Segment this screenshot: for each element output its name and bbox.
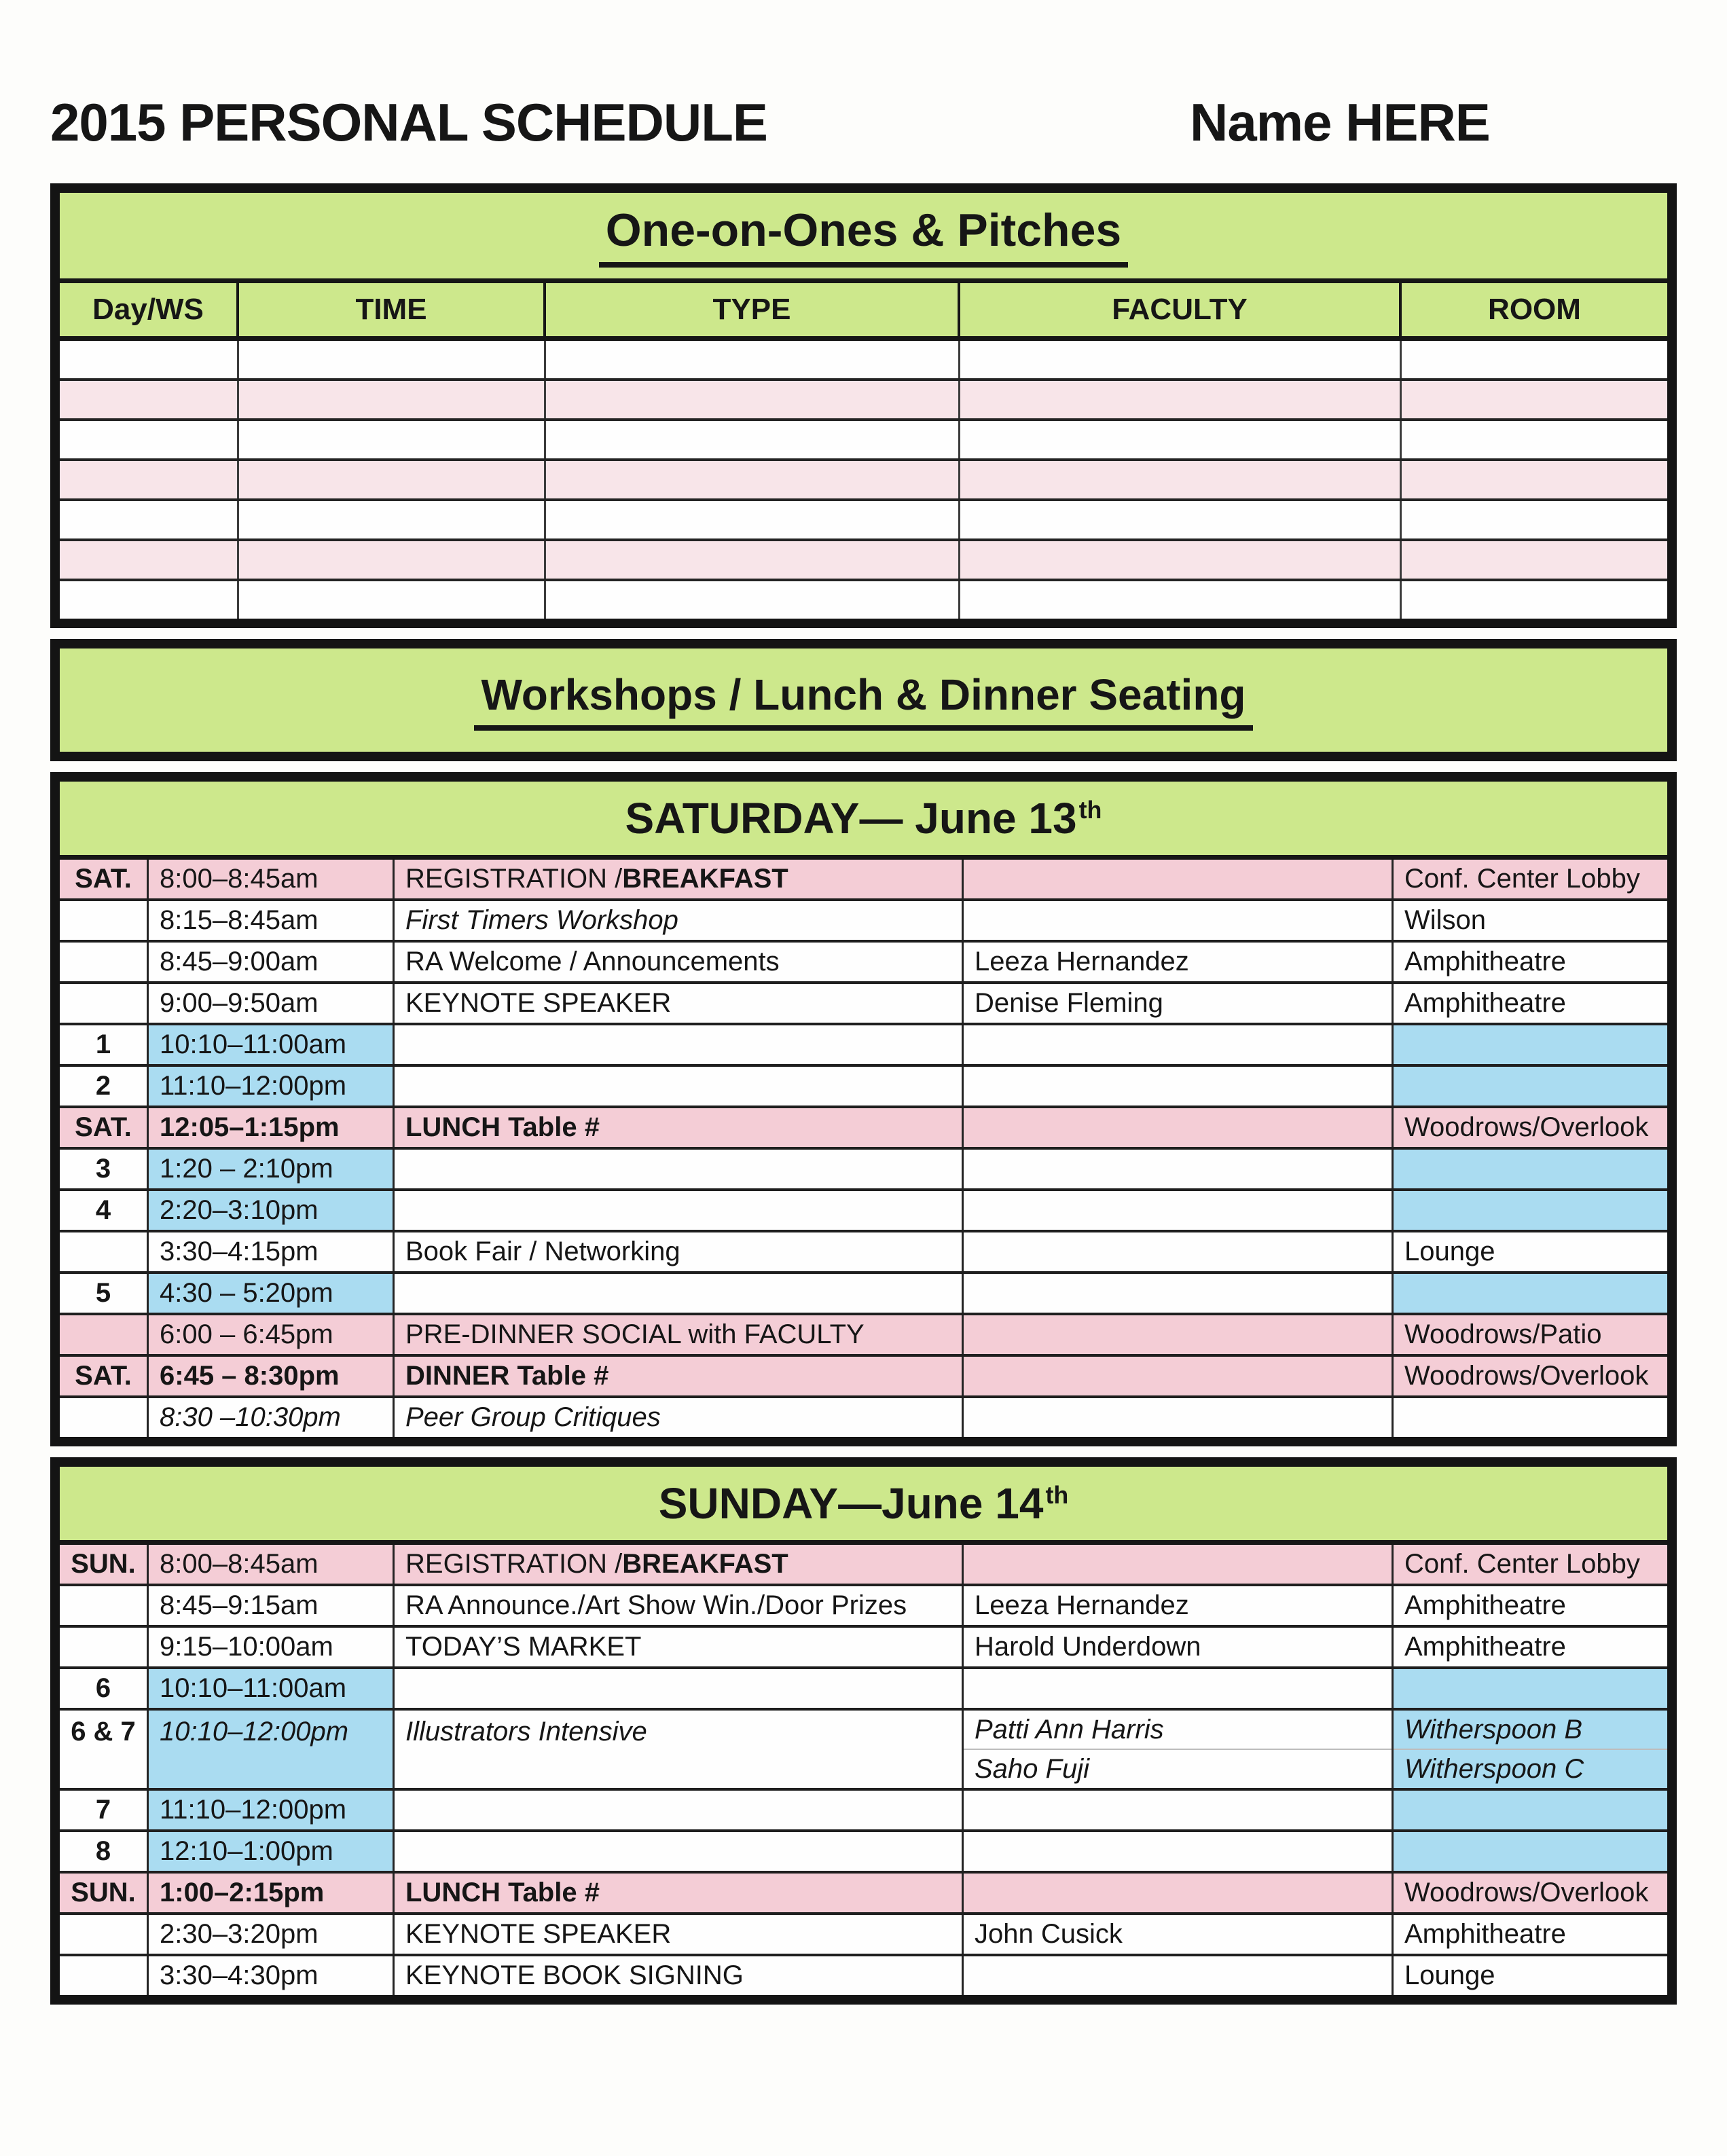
type-cell: TODAY’S MARKET (395, 1628, 964, 1666)
type-cell: KEYNOTE BOOK SIGNING (395, 1956, 964, 1995)
col-header-room: ROOM (1488, 293, 1581, 326)
empty-cell (239, 501, 546, 538)
day-cell: 1 (60, 1025, 149, 1064)
day-cell: SUN. (60, 1874, 149, 1912)
time-cell: 4:30 – 5:20pm (149, 1274, 395, 1313)
col-header-day-ws: Day/WS (60, 283, 239, 336)
time-cell: 12:05–1:15pm (149, 1108, 395, 1147)
empty-row (60, 378, 1667, 418)
schedule-row (60, 860, 1667, 898)
workshops-banner-box (50, 639, 1677, 761)
saturday-title: SATURDAY— June 13th (625, 794, 1102, 843)
day-cell (60, 1398, 149, 1437)
time-cell: 1:20 – 2:10pm (149, 1150, 395, 1188)
day-cell: 7 (60, 1791, 149, 1829)
empty-cell (546, 501, 960, 538)
time-cell: 8:00–8:45am (149, 860, 395, 898)
type-cell (395, 1357, 964, 1395)
schedule-row (60, 1545, 1667, 1584)
time-cell: 8:45–9:00am (149, 943, 395, 981)
faculty-cell (964, 901, 1394, 940)
day-cell (60, 984, 149, 1023)
room-cell (1394, 1150, 1667, 1188)
schedule-row (60, 1188, 1667, 1230)
time-cell: 6:00 – 6:45pm (149, 1315, 395, 1354)
day-cell: 5 (60, 1274, 149, 1313)
empty-cell (960, 341, 1402, 378)
sunday-title-ordinal: th (1045, 1481, 1069, 1509)
empty-cell (960, 381, 1402, 418)
empty-cell (1402, 341, 1667, 378)
empty-cell (546, 421, 960, 458)
empty-cell (546, 461, 960, 498)
time-cell: 8:00–8:45am (149, 1545, 395, 1584)
type-text-segment: REGISTRATION / (405, 1549, 623, 1579)
faculty-cell (964, 1791, 1394, 1829)
time-cell: 8:45–9:15am (149, 1586, 395, 1625)
room-cell: Woodrows/Overlook (1404, 1112, 1649, 1143)
room-cell: Lounge (1404, 1960, 1495, 1991)
type-text-segment: REGISTRATION / (405, 864, 623, 894)
type-text-segment: BREAKFAST (622, 864, 788, 894)
time-cell: 10:10–11:00am (149, 1025, 395, 1064)
empty-cell (239, 461, 546, 498)
schedule-row (60, 1064, 1667, 1106)
empty-row (60, 498, 1667, 538)
faculty-cell (964, 1398, 1394, 1437)
type-text-segment: DINNER Table # (405, 1361, 609, 1391)
faculty-cell (964, 1025, 1394, 1064)
type-cell (395, 1191, 964, 1230)
saturday-title-ordinal: th (1078, 796, 1102, 824)
workshops-banner-band (60, 648, 1667, 752)
time-cell: 2:20–3:10pm (149, 1191, 395, 1230)
room-cell (1394, 1274, 1667, 1313)
room-cell (1394, 1832, 1667, 1871)
empty-cell (60, 581, 239, 619)
schedule-row (60, 1708, 1667, 1788)
schedule-row (60, 1625, 1667, 1666)
room-cell (1394, 1791, 1667, 1829)
room-cell: Woodrows/Patio (1404, 1319, 1602, 1350)
schedule-row (60, 1106, 1667, 1147)
type-cell: PRE-DINNER SOCIAL with FACULTY (395, 1315, 964, 1354)
faculty-cell (964, 1274, 1394, 1313)
type-cell: RA Announce./Art Show Win./Door Prizes (395, 1586, 964, 1625)
empty-cell (60, 541, 239, 579)
day-cell (60, 1232, 149, 1271)
faculty-cell (964, 1067, 1394, 1106)
saturday-rows (60, 860, 1667, 1437)
type-cell (395, 1874, 964, 1912)
schedule-row (60, 1313, 1667, 1354)
day-cell: 8 (60, 1832, 149, 1871)
type-cell (395, 1108, 964, 1147)
schedule-row (60, 1147, 1667, 1188)
schedule-row (60, 940, 1667, 981)
day-cell: 6 (60, 1669, 149, 1708)
faculty-cell (964, 860, 1394, 898)
room-cell: Woodrows/Overlook (1404, 1878, 1649, 1908)
room-cell: Amphitheatre (1404, 1919, 1566, 1950)
time-cell: 3:30–4:30pm (149, 1956, 395, 1995)
empty-cell (546, 541, 960, 579)
schedule-row (60, 1829, 1667, 1871)
schedule-row (60, 981, 1667, 1023)
day-cell (60, 1956, 149, 1995)
type-cell (395, 1025, 964, 1064)
time-cell: 3:30–4:15pm (149, 1232, 395, 1271)
time-cell: 9:00–9:50am (149, 984, 395, 1023)
empty-cell (239, 421, 546, 458)
schedule-row (60, 1230, 1667, 1271)
sunday-title-band (60, 1467, 1667, 1545)
room-subcell: Witherspoon C (1394, 1749, 1667, 1788)
time-cell: 1:00–2:15pm (149, 1874, 395, 1912)
sunday-table (50, 1457, 1677, 2005)
sunday-rows (60, 1545, 1667, 1995)
room-cell: Woodrows/Overlook (1404, 1361, 1649, 1391)
day-cell (60, 1915, 149, 1954)
schedule-row (60, 1271, 1667, 1313)
schedule-row (60, 1354, 1667, 1395)
room-cell: Amphitheatre (1404, 947, 1566, 977)
faculty-cell (964, 1357, 1394, 1395)
type-cell (395, 1669, 964, 1708)
one-on-ones-title-band (60, 193, 1667, 278)
empty-cell (960, 421, 1402, 458)
day-cell: SUN. (60, 1545, 149, 1584)
room-cell: Conf. Center Lobby (1404, 864, 1640, 894)
faculty-cell (964, 1874, 1394, 1912)
day-cell: 3 (60, 1150, 149, 1188)
faculty-cell (964, 1956, 1394, 1995)
empty-cell (1402, 541, 1667, 579)
faculty-cell (964, 1832, 1394, 1871)
room-cell (1394, 1669, 1667, 1708)
day-cell (60, 1315, 149, 1354)
page-header (50, 92, 1677, 178)
room-cell: Lounge (1404, 1237, 1495, 1267)
empty-cell (960, 581, 1402, 619)
schedule-row (60, 1912, 1667, 1954)
room-cell (1394, 1711, 1667, 1788)
empty-row (60, 538, 1667, 579)
time-cell: 6:45 – 8:30pm (149, 1357, 395, 1395)
time-cell: 8:30 –10:30pm (149, 1398, 395, 1437)
time-cell: 2:30–3:20pm (149, 1915, 395, 1954)
room-cell: Amphitheatre (1404, 1632, 1566, 1662)
faculty-cell (964, 1669, 1394, 1708)
empty-row (60, 579, 1667, 619)
empty-cell (1402, 381, 1667, 418)
faculty-cell (964, 1545, 1394, 1584)
faculty-cell (964, 1150, 1394, 1188)
col-header-faculty: FACULTY (960, 283, 1402, 336)
type-cell: First Timers Workshop (395, 901, 964, 940)
room-cell (1394, 1191, 1667, 1230)
type-cell: RA Welcome / Announcements (395, 943, 964, 981)
faculty-cell: Denise Fleming (964, 984, 1394, 1023)
sunday-title: SUNDAY—June 14th (658, 1479, 1069, 1528)
saturday-title-band (60, 782, 1667, 860)
time-cell: 11:10–12:00pm (149, 1791, 395, 1829)
type-text-segment: LUNCH Table # (405, 1112, 600, 1143)
empty-cell (239, 581, 546, 619)
empty-cell (60, 501, 239, 538)
empty-cell (60, 381, 239, 418)
type-cell: Illustrators Intensive (395, 1711, 964, 1788)
page-title: 2015 PERSONAL SCHEDULE (50, 92, 767, 152)
type-cell (395, 1832, 964, 1871)
room-cell: Amphitheatre (1404, 988, 1566, 1019)
type-cell (395, 1150, 964, 1188)
workshops-banner-title: Workshops / Lunch & Dinner Seating (474, 670, 1252, 731)
one-on-ones-title: One-on-Ones & Pitches (599, 204, 1128, 268)
empty-cell (60, 421, 239, 458)
day-cell: SAT. (60, 1108, 149, 1147)
empty-cell (960, 501, 1402, 538)
day-cell (60, 1586, 149, 1625)
col-header-time: TIME (239, 283, 546, 336)
time-cell: 8:15–8:45am (149, 901, 395, 940)
faculty-subcell: Saho Fuji (964, 1749, 1392, 1788)
schedule-row (60, 898, 1667, 940)
faculty-cell (964, 1108, 1394, 1147)
time-cell: 9:15–10:00am (149, 1628, 395, 1666)
empty-cell (546, 581, 960, 619)
time-cell: 10:10–12:00pm (149, 1711, 395, 1788)
empty-cell (239, 381, 546, 418)
room-subcell: Witherspoon B (1404, 1714, 1582, 1744)
one-on-ones-table (50, 183, 1677, 628)
schedule-row (60, 1788, 1667, 1829)
type-cell (395, 1791, 964, 1829)
day-cell (60, 901, 149, 940)
faculty-cell (964, 1315, 1394, 1354)
faculty-cell: John Cusick (964, 1915, 1394, 1954)
faculty-cell (964, 1232, 1394, 1271)
day-cell (60, 1628, 149, 1666)
faculty-cell (964, 1191, 1394, 1230)
room-cell: Amphitheatre (1404, 1590, 1566, 1621)
empty-cell (960, 461, 1402, 498)
empty-row (60, 418, 1667, 458)
time-cell: 11:10–12:00pm (149, 1067, 395, 1106)
schedule-row (60, 1023, 1667, 1064)
empty-cell (1402, 421, 1667, 458)
day-cell: 6 & 7 (60, 1711, 149, 1788)
empty-row (60, 341, 1667, 378)
schedule-row (60, 1395, 1667, 1437)
schedule-row (60, 1666, 1667, 1708)
type-cell: KEYNOTE SPEAKER (395, 1915, 964, 1954)
faculty-subcell: Patti Ann Harris (975, 1714, 1164, 1744)
day-cell: SAT. (60, 1357, 149, 1395)
room-cell: Conf. Center Lobby (1404, 1549, 1640, 1579)
schedule-row (60, 1871, 1667, 1912)
empty-cell (1402, 581, 1667, 619)
faculty-cell: Leeza Hernandez (964, 943, 1394, 981)
room-cell (1394, 1067, 1667, 1106)
faculty-cell: Harold Underdown (964, 1628, 1394, 1666)
faculty-cell (964, 1711, 1394, 1788)
type-cell (395, 1067, 964, 1106)
empty-cell (60, 461, 239, 498)
name-placeholder: Name HERE (1190, 92, 1490, 152)
saturday-table (50, 772, 1677, 1446)
one-on-ones-empty-rows (60, 341, 1667, 619)
faculty-cell: Leeza Hernandez (964, 1586, 1394, 1625)
day-cell: SAT. (60, 860, 149, 898)
type-cell (395, 1545, 964, 1584)
time-cell: 12:10–1:00pm (149, 1832, 395, 1871)
type-cell: Peer Group Critiques (395, 1398, 964, 1437)
empty-cell (1402, 501, 1667, 538)
empty-cell (1402, 461, 1667, 498)
type-cell (395, 860, 964, 898)
empty-cell (546, 381, 960, 418)
room-cell (1394, 1025, 1667, 1064)
type-text-segment: BREAKFAST (622, 1549, 788, 1579)
day-cell: 4 (60, 1191, 149, 1230)
type-cell: KEYNOTE SPEAKER (395, 984, 964, 1023)
empty-cell (60, 341, 239, 378)
type-text-segment: LUNCH Table # (405, 1878, 600, 1908)
empty-row (60, 458, 1667, 498)
room-cell: Wilson (1404, 905, 1487, 936)
room-cell (1394, 1398, 1667, 1437)
schedule-row (60, 1584, 1667, 1625)
schedule-row (60, 1954, 1667, 1995)
empty-cell (239, 541, 546, 579)
empty-cell (960, 541, 1402, 579)
type-cell (395, 1274, 964, 1313)
type-cell: Book Fair / Networking (395, 1232, 964, 1271)
day-cell: 2 (60, 1067, 149, 1106)
empty-cell (546, 341, 960, 378)
day-cell (60, 943, 149, 981)
time-cell: 10:10–11:00am (149, 1669, 395, 1708)
one-on-ones-column-headers (60, 278, 1667, 341)
empty-cell (239, 341, 546, 378)
col-header-type: TYPE (546, 283, 960, 336)
